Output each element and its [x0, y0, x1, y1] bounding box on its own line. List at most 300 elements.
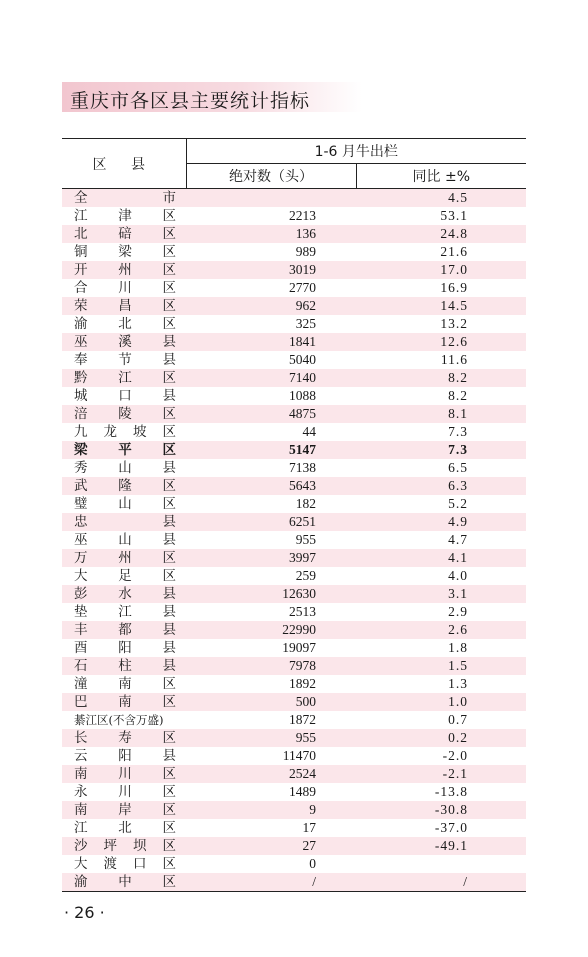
region-name-cell [62, 729, 186, 747]
region-name-char: 垫 [74, 604, 88, 620]
region-name-char: 区 [162, 280, 176, 296]
region-name-char: 铜 [74, 244, 88, 260]
yoy-value-cell: 7.3 [356, 423, 526, 441]
region-name [74, 441, 176, 459]
region-name-char: 县 [162, 514, 176, 530]
page-title: 重庆市各区县主要统计指标 [70, 90, 311, 112]
yoy-value-cell: 0.7 [356, 711, 526, 729]
region-name-char: 渡 [103, 856, 117, 872]
region-name-char: 璧 [74, 496, 88, 512]
region-name-char: 梁 [74, 442, 88, 458]
header-yoy: 同比 ±% [356, 164, 526, 189]
absolute-value-cell: 962 [186, 297, 356, 315]
absolute-value-cell: 19097 [186, 639, 356, 657]
region-name-char: 大 [74, 568, 88, 584]
table-row [62, 513, 526, 531]
table-row [62, 729, 526, 747]
region-name-cell [62, 585, 186, 603]
table-row [62, 423, 526, 441]
region-name [74, 603, 176, 621]
region-name-char: 县 [162, 334, 176, 350]
region-name-char: 大 [74, 856, 88, 872]
region-name-cell [62, 279, 186, 297]
region-name-char: 区 [162, 856, 176, 872]
region-name-char: 区 [162, 730, 176, 746]
yoy-value-cell: 17.0 [356, 261, 526, 279]
statistics-table [62, 138, 526, 892]
table-row [62, 819, 526, 837]
region-name-char: 巴 [74, 694, 88, 710]
region-name [74, 621, 176, 639]
absolute-value-cell: 2513 [186, 603, 356, 621]
region-name [74, 261, 176, 279]
region-name-char: 梁 [118, 244, 132, 260]
absolute-value-cell: 7978 [186, 657, 356, 675]
region-name-char: 北 [118, 316, 132, 332]
region-name-char: 黔 [74, 370, 88, 386]
region-name-char: 区 [162, 316, 176, 332]
yoy-value-cell: 5.2 [356, 495, 526, 513]
region-name-char: 县 [162, 388, 176, 404]
region-name-char: 渝 [74, 316, 88, 332]
yoy-value-cell: -2.0 [356, 747, 526, 765]
absolute-value-cell: 989 [186, 243, 356, 261]
region-name-char: 碚 [118, 226, 132, 242]
absolute-value-cell: 9 [186, 801, 356, 819]
region-name-char: 中 [118, 874, 132, 890]
table-row [62, 639, 526, 657]
region-name [74, 477, 176, 495]
region-name [74, 531, 176, 549]
header-cattle-slaughter: 1-6 月牛出栏 [186, 139, 526, 164]
yoy-value-cell: 6.3 [356, 477, 526, 495]
region-name [74, 657, 176, 675]
yoy-value-cell: 1.8 [356, 639, 526, 657]
absolute-value-cell: 4875 [186, 405, 356, 423]
region-name [74, 693, 176, 711]
region-name-char: 北 [74, 226, 88, 242]
absolute-value-cell: 7138 [186, 459, 356, 477]
yoy-value-cell: 2.6 [356, 621, 526, 639]
region-name-char: 坪 [103, 838, 117, 854]
region-name [74, 819, 176, 837]
region-name-char: 川 [118, 280, 132, 296]
absolute-value-cell: 2770 [186, 279, 356, 297]
absolute-value-cell: 27 [186, 837, 356, 855]
yoy-value-cell: 21.6 [356, 243, 526, 261]
region-name-char: 区 [162, 838, 176, 854]
header-absolute: 绝对数（头） [186, 164, 356, 189]
region-name-char: 区 [162, 550, 176, 566]
region-name-char: 渝 [74, 874, 88, 890]
region-name-char: 县 [162, 658, 176, 674]
region-name-cell [62, 441, 186, 459]
absolute-value-cell: 182 [186, 495, 356, 513]
yoy-value-cell: 13.2 [356, 315, 526, 333]
region-name-cell [62, 315, 186, 333]
region-name [74, 369, 176, 387]
region-name-char: 柱 [118, 658, 132, 674]
table-row [62, 369, 526, 387]
region-name-char: 荣 [74, 298, 88, 314]
region-name-char: 南 [118, 694, 132, 710]
region-name-cell [62, 513, 186, 531]
region-name-cell [62, 837, 186, 855]
yoy-value-cell: -49.1 [356, 837, 526, 855]
region-name-char: 忠 [74, 514, 88, 530]
region-name [74, 225, 176, 243]
yoy-value-cell: 53.1 [356, 207, 526, 225]
yoy-value-cell: 6.5 [356, 459, 526, 477]
yoy-value-cell: 4.9 [356, 513, 526, 531]
absolute-value-cell: 5643 [186, 477, 356, 495]
region-name-char: 县 [162, 622, 176, 638]
table-row [62, 387, 526, 405]
region-name-cell [62, 801, 186, 819]
absolute-value-cell: 500 [186, 693, 356, 711]
region-name-char: 涪 [74, 406, 88, 422]
region-name-cell [62, 531, 186, 549]
region-name [74, 405, 176, 423]
table-row [62, 747, 526, 765]
region-name-char: 区 [162, 676, 176, 692]
table-row [62, 495, 526, 513]
yoy-value-cell: 8.1 [356, 405, 526, 423]
yoy-value-cell: 1.5 [356, 657, 526, 675]
region-name [74, 459, 176, 477]
yoy-value-cell: 3.1 [356, 585, 526, 603]
yoy-value-cell: -2.1 [356, 765, 526, 783]
yoy-value-cell: 1.3 [356, 675, 526, 693]
yoy-value-cell: 4.5 [356, 189, 526, 208]
absolute-value-cell: 955 [186, 531, 356, 549]
table-row [62, 279, 526, 297]
region-name-char: 区 [162, 226, 176, 242]
yoy-value-cell: 12.6 [356, 333, 526, 351]
region-name-char: 南 [74, 766, 88, 782]
table-row [62, 621, 526, 639]
table-row [62, 441, 526, 459]
region-name-char: 都 [118, 622, 132, 638]
region-name [74, 189, 176, 207]
table-row [62, 693, 526, 711]
region-name-cell [62, 747, 186, 765]
region-name-char: 节 [118, 352, 132, 368]
region-name-char: 山 [118, 496, 132, 512]
region-name-char: 彭 [74, 586, 88, 602]
region-name [74, 801, 176, 819]
yoy-value-cell: 0.2 [356, 729, 526, 747]
table-row [62, 657, 526, 675]
region-name [74, 351, 176, 369]
region-name-cell [62, 621, 186, 639]
table-row [62, 855, 526, 873]
region-name-char: 隆 [118, 478, 132, 494]
absolute-value-cell: 1841 [186, 333, 356, 351]
region-name [74, 297, 176, 315]
region-name-char: 龙 [103, 424, 117, 440]
region-name [74, 387, 176, 405]
region-name-char: 城 [74, 388, 88, 404]
region-name [74, 765, 176, 783]
region-name-char: 巫 [74, 334, 88, 350]
region-name-char: 平 [118, 442, 132, 458]
region-name-char: 溪 [118, 334, 132, 350]
region-name-cell [62, 369, 186, 387]
absolute-value-cell: / [186, 873, 356, 892]
region-name [74, 243, 176, 261]
region-name-char: 区 [162, 442, 176, 458]
region-name-char: 酉 [74, 640, 88, 656]
region-name-char: 区 [162, 244, 176, 260]
region-name-cell [62, 351, 186, 369]
absolute-value-cell: 22990 [186, 621, 356, 639]
region-name-char: 区 [162, 262, 176, 278]
table-row [62, 603, 526, 621]
region-name-char: 阳 [118, 640, 132, 656]
region-name [74, 333, 176, 351]
region-name-char: 云 [74, 748, 88, 764]
table-row [62, 405, 526, 423]
region-name [74, 549, 176, 567]
region-name-char: 区 [162, 802, 176, 818]
yoy-value-cell: 1.0 [356, 693, 526, 711]
region-name [74, 585, 176, 603]
page-number: · 26 · [64, 903, 105, 922]
region-name-char: 县 [162, 586, 176, 602]
table-row [62, 585, 526, 603]
region-name-cell [62, 243, 186, 261]
region-name-char: 开 [74, 262, 88, 278]
table-row [62, 567, 526, 585]
region-name-cell [62, 819, 186, 837]
table-row [62, 675, 526, 693]
region-name-char: 南 [118, 676, 132, 692]
absolute-value-cell [186, 189, 356, 208]
region-name-cell [62, 405, 186, 423]
region-name-char: 永 [74, 784, 88, 800]
region-name-char: 区 [162, 406, 176, 422]
region-name-char: 区 [162, 298, 176, 314]
absolute-value-cell: 1892 [186, 675, 356, 693]
region-name-char: 全 [74, 190, 88, 206]
yoy-value-cell: 4.1 [356, 549, 526, 567]
yoy-value-cell: -13.8 [356, 783, 526, 801]
region-name-char: 石 [74, 658, 88, 674]
region-name-char: 潼 [74, 676, 88, 692]
region-name-cell [62, 423, 186, 441]
region-name-char: 县 [162, 640, 176, 656]
yoy-value-cell: 8.2 [356, 369, 526, 387]
region-name [74, 315, 176, 333]
region-name-char: 巫 [74, 532, 88, 548]
region-name-char: 县 [162, 460, 176, 476]
region-name-cell [62, 783, 186, 801]
region-name-char: 昌 [118, 298, 132, 314]
absolute-value-cell: 3019 [186, 261, 356, 279]
region-name-cell [62, 603, 186, 621]
region-name-char: 九 [74, 424, 88, 440]
table-row [62, 801, 526, 819]
region-name-char: 县 [162, 748, 176, 764]
region-name-cell [62, 567, 186, 585]
region-name-char: 县 [162, 604, 176, 620]
region-name [74, 423, 176, 441]
region-name [74, 837, 176, 855]
absolute-value-cell: 0 [186, 855, 356, 873]
table-body [62, 189, 526, 892]
header-region: 区 县 [62, 139, 186, 189]
absolute-value-cell: 11470 [186, 747, 356, 765]
absolute-value-cell: 5040 [186, 351, 356, 369]
region-name-cell [62, 387, 186, 405]
region-name-char: 岸 [118, 802, 132, 818]
region-name-cell [62, 189, 186, 208]
absolute-value-cell: 259 [186, 567, 356, 585]
table-row [62, 207, 526, 225]
region-name [74, 711, 176, 729]
yoy-value-cell: 4.0 [356, 567, 526, 585]
table-row [62, 225, 526, 243]
table-row [62, 873, 526, 892]
region-name-char: 坝 [133, 838, 147, 854]
region-name-char: 州 [118, 262, 132, 278]
region-name-cell [62, 477, 186, 495]
region-name-char: 江 [118, 604, 132, 620]
region-name-cell [62, 297, 186, 315]
region-name-char: 口 [133, 856, 147, 872]
region-name-char: 沙 [74, 838, 88, 854]
yoy-value-cell: 8.2 [356, 387, 526, 405]
yoy-value-cell: 14.5 [356, 297, 526, 315]
region-name-char: 山 [118, 460, 132, 476]
absolute-value-cell: 1088 [186, 387, 356, 405]
region-name-char: 州 [118, 550, 132, 566]
region-name [74, 279, 176, 297]
absolute-value-cell: 6251 [186, 513, 356, 531]
region-name-char: 阳 [118, 748, 132, 764]
region-name-char: 北 [118, 820, 132, 836]
yoy-value-cell: -37.0 [356, 819, 526, 837]
region-name-char: 奉 [74, 352, 88, 368]
region-name-char: 武 [74, 478, 88, 494]
absolute-value-cell: 5147 [186, 441, 356, 459]
region-name-char: 合 [74, 280, 88, 296]
region-name-char: 足 [118, 568, 132, 584]
yoy-value-cell: -30.8 [356, 801, 526, 819]
region-name-char: 口 [118, 388, 132, 404]
absolute-value-cell: 1489 [186, 783, 356, 801]
region-name-cell [62, 855, 186, 873]
region-name-cell [62, 765, 186, 783]
region-name-cell [62, 261, 186, 279]
absolute-value-cell: 2213 [186, 207, 356, 225]
region-name-char: 山 [118, 532, 132, 548]
table-row [62, 477, 526, 495]
region-name-cell [62, 657, 186, 675]
region-name-cell [62, 549, 186, 567]
table-row [62, 837, 526, 855]
region-name-cell [62, 711, 186, 729]
region-name-char: 县 [162, 352, 176, 368]
region-name [74, 873, 176, 891]
region-name-char: 寿 [118, 730, 132, 746]
region-name-char: 区 [162, 370, 176, 386]
absolute-value-cell: 7140 [186, 369, 356, 387]
region-name-char: 津 [118, 208, 132, 224]
region-name-char: 区 [162, 820, 176, 836]
region-name-cell [62, 639, 186, 657]
yoy-value-cell [356, 855, 526, 873]
table-row [62, 261, 526, 279]
region-name-char: 区 [162, 694, 176, 710]
yoy-value-cell: 2.9 [356, 603, 526, 621]
region-name-cell [62, 495, 186, 513]
yoy-value-cell: 7.3 [356, 441, 526, 459]
absolute-value-cell: 3997 [186, 549, 356, 567]
yoy-value-cell: 4.7 [356, 531, 526, 549]
table-row [62, 315, 526, 333]
region-name-char: 万 [74, 550, 88, 566]
region-name-char: 江 [118, 370, 132, 386]
absolute-value-cell: 17 [186, 819, 356, 837]
region-name-char: 南 [74, 802, 88, 818]
region-name [74, 567, 176, 585]
region-name-char: 区 [162, 424, 176, 440]
region-name-char: 区 [162, 784, 176, 800]
region-name-char: 丰 [74, 622, 88, 638]
table-row [62, 765, 526, 783]
region-name-char: 秀 [74, 460, 88, 476]
region-name [74, 639, 176, 657]
absolute-value-cell: 44 [186, 423, 356, 441]
table-row [62, 243, 526, 261]
region-name-char: 区 [162, 496, 176, 512]
table-row [62, 297, 526, 315]
yoy-value-cell: 11.6 [356, 351, 526, 369]
region-name-char: 江 [74, 208, 88, 224]
table-row [62, 189, 526, 208]
absolute-value-cell: 955 [186, 729, 356, 747]
table-row [62, 711, 526, 729]
region-name-char: 陵 [118, 406, 132, 422]
table-row [62, 351, 526, 369]
region-name-char: 綦江区(不含万盛) [74, 713, 164, 727]
region-name-char: 区 [162, 874, 176, 890]
yoy-value-cell: 24.8 [356, 225, 526, 243]
table-row [62, 459, 526, 477]
region-name-char: 坡 [133, 424, 147, 440]
table-row [62, 531, 526, 549]
region-name [74, 513, 176, 531]
region-name-char: 水 [118, 586, 132, 602]
region-name-char: 川 [118, 766, 132, 782]
region-name [74, 207, 176, 225]
region-name-char: 长 [74, 730, 88, 746]
region-name-char: 川 [118, 784, 132, 800]
table-row [62, 783, 526, 801]
absolute-value-cell: 325 [186, 315, 356, 333]
yoy-value-cell: / [356, 873, 526, 892]
region-name-cell [62, 675, 186, 693]
table-row [62, 333, 526, 351]
yoy-value-cell: 16.9 [356, 279, 526, 297]
absolute-value-cell: 2524 [186, 765, 356, 783]
region-name-char: 区 [162, 568, 176, 584]
region-name-cell [62, 333, 186, 351]
region-name-char: 县 [162, 532, 176, 548]
region-name [74, 783, 176, 801]
